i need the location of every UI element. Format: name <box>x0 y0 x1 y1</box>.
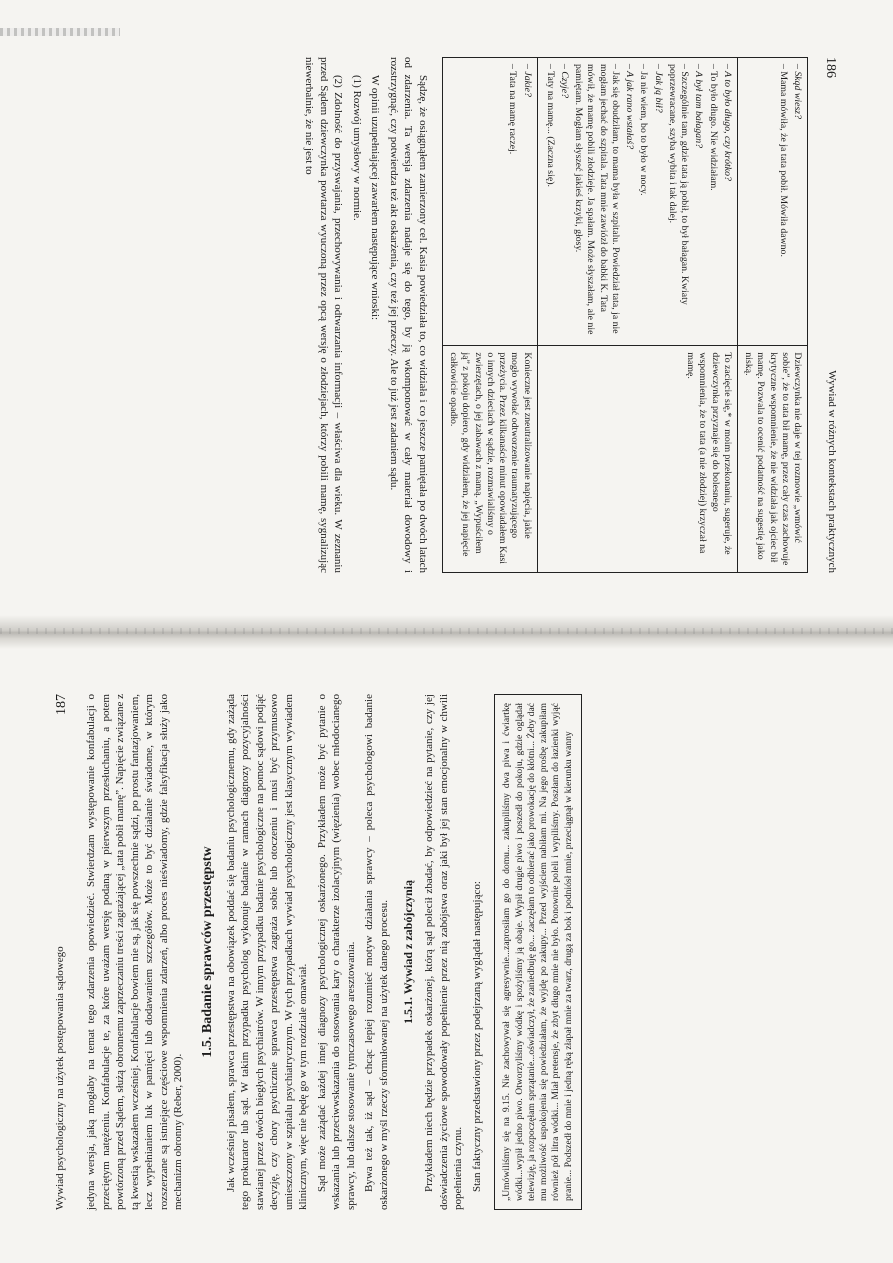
page-number: 186 <box>823 57 838 78</box>
dialogue-line: – A był tam bałagan? <box>693 64 705 149</box>
dialogue-line: – To było długo. Nie widziałam. <box>707 64 719 191</box>
dialogue-line: – Czyje? <box>559 64 571 99</box>
body-paragraph: Sądzę, że osiągnąłem zamierzony cel. Kasia powiedziała to, co widziała i co jeszcze pamiętała po dwóch latach od zdarzenia. Ta wersja zdarzenia nadaje się do tego, by ją wkomponować w cały materiał dowodowy i rozstrzygnąć, czy potwierdza też akt oskarżenia, czy też jej przeczy. Ale to już jest zadaniem sądu. <box>387 57 429 573</box>
dialogue-line: – A to było długo, czy krótko? <box>721 64 733 181</box>
dialogue-line: – A jak rano wstałaś? <box>624 64 636 150</box>
dialogue-line: – Tata na mamę raczej. <box>507 64 519 155</box>
dialogue-line: – Skąd wiesz? <box>792 64 803 119</box>
interview-dialogue <box>737 58 807 346</box>
dialogue-line: – Jak się obudziłam, to mama była w szpitalu. Powiedział tata, ja nie mogłam jechać do szpitala. Tata mnie zawiózł do babki K. Tata mówił, że mamę pobili złodzieje. Ja spałam. Może słyszałam, ale nie pamiętam. Mogłam słyszeć jakieś krzyki, głosy. <box>573 64 621 335</box>
testimony-box: „Umówiliśmy się na 9.15. Nie zachowywał się agresywnie...zaprosiłam go do domu... zakupiliśmy dwa piwa i ćwiartkę wódki...wypił jedno piwo. Otworzyliśmy wódkę i spożyliśmy ją obaje. Wypił drugie piwo i poszedł do pokoju, gdzie oglądał telewizję, ja rozpoczęłam sprzątanie...oświadczył, że zaniedbuję go... zaczęłam to odbierać jako prowokację do kłótni... Żeby dać mu możliwość uspokojenia się powiedziałam, że wyjdę po zakupy... Przed wyjściem nabiłam mi. Na jego prośbę zakupiłam również pół litra wódki... Miał pretensje, że zbyt długo mnie nie było. Ponownie poleli i wypiliśmy. Poszłam do łazienki wyjąć pranie... Podszedł do mnie i jedną ręką złapał mnie za twarz, drugą za bok i podniósł mnie, przeciągnął w kierunku wanny <box>494 694 582 1210</box>
subsection-heading: 1.5.1. Wywiad z zabójczynią <box>401 880 416 1024</box>
page-number: 187 <box>54 694 69 715</box>
interview-commentary: To zacięcie się,* w moim przekonaniu, sugeruje, że dziewczynka przyznaje się do bolesnego wspomnienia, że to tata (a nie złodziej) krzyczał na mamę. <box>537 346 737 573</box>
interview-commentary: Dziewczynka nie daje w tej rozmowie „wmówić sobie”, że to tata bił mamę, przez cały czas zachowuje krytyczne wspomnienie, że nie widziała jak ojciec bił mamę. Pozwala to ocenić podatność na sugestię jako niską. <box>737 346 807 573</box>
running-head-title: Wywiad psychologiczny na użytek postępowania sądowego <box>54 946 66 1210</box>
running-head <box>54 694 70 1210</box>
table-row <box>737 58 807 573</box>
page-186 <box>36 35 856 595</box>
dialogue-line: – Szczególnie tam, gdzie tata ją pobił, to był bałagan. Kwiaty poprzewracane, szyba wybita i tak dalej. <box>666 64 691 305</box>
body-paragraph: (2) Zdolność do przyswajania, przechowywania i odtwarzania informacji – właściwa dla wieku. W zeznaniu przed Sądem dziewczynka powtarza wyuczoną przez opcą wersję o złodziejach, którzy pobili mamę, sygnalizując niewerbalnie, że nie jest to <box>303 57 345 573</box>
running-head <box>822 57 838 573</box>
body-paragraph: jedyna wersja, jaką mogłaby na temat tego zdarzenia opowiedzieć. Stwierdzam występowanie konfabulacji o przeciętym natężeniu. Konfabulacje te, za które uważam wersję podaną w pierwszym przesłuchaniu, a potem powtórzoną przed Sądem, służą obronnemu zaprzeczaniu treści zagrażającej „tata pobił mamę”. Napięcie związane z tą kwestią wskazałem wcześniej. Konfabulacje bowiem nie są, jak się powszechnie sądzi, po prostu fantazjowaniem, lecz wypełnianiem luk w pamięci lub dodawaniem szczegółów. Może to być działanie świadome, w którym rozszerzane są istniejące częściowe wspomnienia zdarzeń, albo proces nieświadomy, gdzie falsyfikacja służy jako mechanizm obronny (Reber, 2000). <box>85 694 185 1210</box>
body-paragraph: Stan faktyczny przedstawiony przez podejrzaną wyglądał następująco: <box>470 881 483 1192</box>
body-paragraph: W opinii uzupełniającej zawarłem następujące wnioski: <box>369 75 382 321</box>
gutter-noise <box>0 628 893 634</box>
body-paragraph: Jak wcześniej pisałem, sprawca przestępstwa na obowiązek poddać się badaniu psychologicznemu, gdy zażąda tego prokurator lub sąd. W takim przypadku psycholog wykonuje badanie w ramach diagnozy pozycyjalności stawianej przez dwóch biegłych psychiatrów. W innym przypadku badanie psychologiczne na pomoc sądowi podjąć decyzję, czy chory psychicznie sprawca przestępstwa zagraża sobie lub otoczeniu i musi być przymusowo umieszczony w szpitalu psychiatrycznym. W tych przypadkach wywiad psychologiczny jest klasycznym wywiadem klinicznym, więc nie będę go w tym rozdziale omawiał. <box>224 694 310 1210</box>
body-paragraph: Przykładem niech będzie przypadek oskarżonej, którą sąd polecił zbadać, by odpowiedzieć na pytanie, czy jej doświadczenia życiowe spowodowały popełnienie przez nią zabójstwa oraz jaki był jej stan emocjonalny w chwili popełnienia czynu. <box>423 694 465 1210</box>
dialogue-line: – Jak ją bił? <box>652 64 664 113</box>
dialogue-line: – Ja nie wiem, bo to było w nocy. <box>638 64 650 196</box>
dialogue-line: – Mama mówiła, że ja tata pobił. Mówiła dawno. <box>777 64 789 257</box>
interview-commentary: Konieczne jest zneutralizowanie napięcia, jakie mogło wywołać odtworzenie traumatyzującego przeżycia. Przez kilkanaście minut opowiadałem Kasi o innych dzieciach w sądzie, rozmawialiśmy o zwierzętach, o jej zabawach z mamą. „Wypuściłem ją” z pokoju dopiero, gdy widziałem, że jej napięcie całkowicie opadło. <box>442 346 537 573</box>
body-paragraph: (1) Rozwój umysłowy w normie. <box>350 75 363 221</box>
running-head-title: Wywiad w różnych kontekstach praktycznych <box>826 370 838 573</box>
body-paragraph: Bywa też tak, iż sąd – chcąc lepiej rozumieć motyw działania sprawcy – poleca psychologowi badanie oskarżonego w myśl rzeczy sformułowanej na użytek danego procesu. <box>363 694 390 1210</box>
interview-dialogue <box>442 58 537 346</box>
table-row <box>537 58 737 573</box>
section-heading: 1.5. Badanie sprawców przestępstw <box>199 846 215 1058</box>
dialogue-line: – Jakie? <box>521 64 533 97</box>
table-row <box>442 58 537 573</box>
page-187 <box>36 672 856 1232</box>
dialogue-line: – Taty na mamę... (Zaczna się). <box>544 64 556 187</box>
interview-table <box>442 57 808 573</box>
interview-dialogue <box>537 58 737 346</box>
body-paragraph: Sąd może zażądać każdej innej diagnozy psychologicznej oskarżonego. Przykładem może być pytanie o wskazania lub przeciwwskazania do stosowania kary o charakterze izolacyjnym (więzienia) wobec młodocianego sprawcy, lub dalsze stosowanie tymczasowego aresztowania. <box>315 694 357 1210</box>
